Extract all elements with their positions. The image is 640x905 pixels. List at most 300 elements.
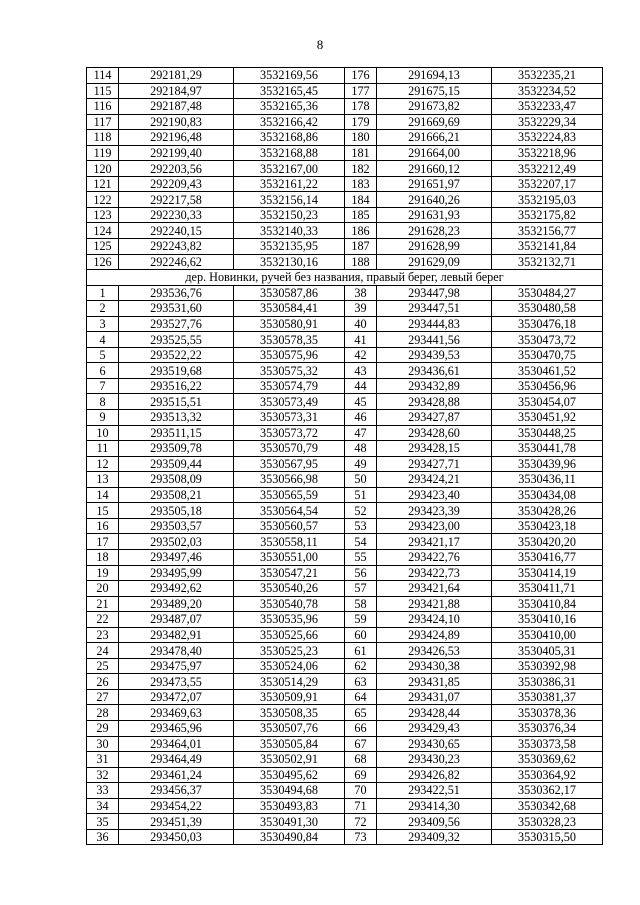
cell-point-number: 15 xyxy=(87,503,119,519)
table-row xyxy=(87,378,603,394)
cell-point-number: 45 xyxy=(345,394,377,410)
table-row xyxy=(87,705,603,721)
cell-point-number: 182 xyxy=(345,161,377,177)
cell-x-coordinate: 291694,13 xyxy=(377,68,492,84)
cell-point-number: 40 xyxy=(345,316,377,332)
cell-x-coordinate: 293497,46 xyxy=(119,549,234,565)
cell-point-number: 65 xyxy=(345,705,377,721)
cell-x-coordinate: 293422,76 xyxy=(377,549,492,565)
cell-x-coordinate: 293439,53 xyxy=(377,347,492,363)
cell-point-number: 176 xyxy=(345,68,377,84)
cell-point-number: 180 xyxy=(345,130,377,146)
cell-point-number: 117 xyxy=(87,114,119,130)
cell-point-number: 16 xyxy=(87,518,119,534)
cell-point-number: 32 xyxy=(87,767,119,783)
cell-y-coordinate: 3532140,33 xyxy=(234,223,345,239)
cell-y-coordinate: 3530551,00 xyxy=(234,549,345,565)
cell-x-coordinate: 291660,12 xyxy=(377,161,492,177)
cell-point-number: 10 xyxy=(87,425,119,441)
cell-x-coordinate: 293424,89 xyxy=(377,627,492,643)
table-row xyxy=(87,674,603,690)
cell-y-coordinate: 3530540,26 xyxy=(234,581,345,597)
cell-x-coordinate: 293492,62 xyxy=(119,581,234,597)
cell-y-coordinate: 3530451,92 xyxy=(492,410,603,426)
cell-y-coordinate: 3530514,29 xyxy=(234,674,345,690)
cell-point-number: 48 xyxy=(345,441,377,457)
cell-y-coordinate: 3530441,78 xyxy=(492,441,603,457)
cell-point-number: 184 xyxy=(345,192,377,208)
cell-x-coordinate: 291666,21 xyxy=(377,130,492,146)
table-row xyxy=(87,487,603,503)
cell-y-coordinate: 3532166,42 xyxy=(234,114,345,130)
cell-y-coordinate: 3532165,45 xyxy=(234,83,345,99)
cell-point-number: 13 xyxy=(87,472,119,488)
cell-x-coordinate: 293508,09 xyxy=(119,472,234,488)
cell-point-number: 7 xyxy=(87,378,119,394)
table-row xyxy=(87,239,603,255)
cell-y-coordinate: 3530573,31 xyxy=(234,410,345,426)
table-row xyxy=(87,565,603,581)
cell-y-coordinate: 3530378,36 xyxy=(492,705,603,721)
cell-x-coordinate: 293409,32 xyxy=(377,829,492,845)
cell-y-coordinate: 3530376,34 xyxy=(492,720,603,736)
cell-x-coordinate: 293421,64 xyxy=(377,581,492,597)
cell-y-coordinate: 3530564,54 xyxy=(234,503,345,519)
cell-point-number: 4 xyxy=(87,332,119,348)
cell-point-number: 72 xyxy=(345,814,377,830)
cell-y-coordinate: 3532229,34 xyxy=(492,114,603,130)
cell-y-coordinate: 3530505,84 xyxy=(234,736,345,752)
cell-point-number: 44 xyxy=(345,378,377,394)
cell-x-coordinate: 293473,55 xyxy=(119,674,234,690)
cell-point-number: 53 xyxy=(345,518,377,534)
cell-y-coordinate: 3530566,98 xyxy=(234,472,345,488)
cell-x-coordinate: 293461,24 xyxy=(119,767,234,783)
cell-y-coordinate: 3530364,92 xyxy=(492,767,603,783)
cell-point-number: 71 xyxy=(345,798,377,814)
cell-y-coordinate: 3532168,86 xyxy=(234,130,345,146)
cell-point-number: 34 xyxy=(87,798,119,814)
cell-y-coordinate: 3530495,62 xyxy=(234,767,345,783)
cell-x-coordinate: 293426,82 xyxy=(377,767,492,783)
cell-y-coordinate: 3530386,31 xyxy=(492,674,603,690)
cell-point-number: 122 xyxy=(87,192,119,208)
top-section-body xyxy=(87,68,603,270)
cell-point-number: 5 xyxy=(87,347,119,363)
cell-point-number: 63 xyxy=(345,674,377,690)
cell-point-number: 66 xyxy=(345,720,377,736)
cell-x-coordinate: 293478,40 xyxy=(119,643,234,659)
cell-x-coordinate: 293421,88 xyxy=(377,596,492,612)
cell-x-coordinate: 293451,39 xyxy=(119,814,234,830)
cell-x-coordinate: 293482,91 xyxy=(119,627,234,643)
cell-y-coordinate: 3532207,17 xyxy=(492,176,603,192)
cell-x-coordinate: 293427,87 xyxy=(377,410,492,426)
cell-x-coordinate: 292243,82 xyxy=(119,239,234,255)
cell-y-coordinate: 3530494,68 xyxy=(234,783,345,799)
cell-x-coordinate: 293511,15 xyxy=(119,425,234,441)
table-row xyxy=(87,394,603,410)
cell-point-number: 185 xyxy=(345,207,377,223)
table-row xyxy=(87,518,603,534)
cell-y-coordinate: 3530392,98 xyxy=(492,658,603,674)
section-header-row xyxy=(87,270,603,286)
table-row xyxy=(87,503,603,519)
cell-y-coordinate: 3530454,07 xyxy=(492,394,603,410)
cell-x-coordinate: 293441,56 xyxy=(377,332,492,348)
cell-y-coordinate: 3530369,62 xyxy=(492,752,603,768)
coordinates-table xyxy=(86,67,603,845)
cell-y-coordinate: 3530480,58 xyxy=(492,301,603,317)
cell-x-coordinate: 293472,07 xyxy=(119,689,234,705)
cell-x-coordinate: 293454,22 xyxy=(119,798,234,814)
cell-point-number: 35 xyxy=(87,814,119,830)
cell-x-coordinate: 293421,17 xyxy=(377,534,492,550)
cell-x-coordinate: 292184,97 xyxy=(119,83,234,99)
table-row xyxy=(87,145,603,161)
cell-y-coordinate: 3532212,49 xyxy=(492,161,603,177)
cell-point-number: 55 xyxy=(345,549,377,565)
cell-y-coordinate: 3530524,06 xyxy=(234,658,345,674)
cell-point-number: 188 xyxy=(345,254,377,270)
cell-point-number: 23 xyxy=(87,627,119,643)
table-row xyxy=(87,316,603,332)
table-row xyxy=(87,410,603,426)
cell-x-coordinate: 293430,38 xyxy=(377,658,492,674)
cell-point-number: 181 xyxy=(345,145,377,161)
cell-x-coordinate: 291640,26 xyxy=(377,192,492,208)
cell-x-coordinate: 293447,98 xyxy=(377,285,492,301)
table-row xyxy=(87,176,603,192)
cell-y-coordinate: 3532150,23 xyxy=(234,207,345,223)
cell-point-number: 125 xyxy=(87,239,119,255)
cell-y-coordinate: 3530491,30 xyxy=(234,814,345,830)
cell-point-number: 46 xyxy=(345,410,377,426)
cell-point-number: 62 xyxy=(345,658,377,674)
cell-point-number: 114 xyxy=(87,68,119,84)
cell-point-number: 19 xyxy=(87,565,119,581)
cell-y-coordinate: 3532156,14 xyxy=(234,192,345,208)
cell-y-coordinate: 3530584,41 xyxy=(234,301,345,317)
table-row xyxy=(87,581,603,597)
cell-x-coordinate: 293414,30 xyxy=(377,798,492,814)
cell-x-coordinate: 291669,69 xyxy=(377,114,492,130)
page-number: 8 xyxy=(316,37,324,52)
cell-y-coordinate: 3530410,16 xyxy=(492,612,603,628)
cell-y-coordinate: 3532234,52 xyxy=(492,83,603,99)
cell-y-coordinate: 3530580,91 xyxy=(234,316,345,332)
cell-x-coordinate: 293436,61 xyxy=(377,363,492,379)
cell-y-coordinate: 3530470,75 xyxy=(492,347,603,363)
cell-y-coordinate: 3530362,17 xyxy=(492,783,603,799)
cell-y-coordinate: 3532169,56 xyxy=(234,68,345,84)
table-row xyxy=(87,68,603,84)
cell-point-number: 42 xyxy=(345,347,377,363)
table-row xyxy=(87,223,603,239)
cell-x-coordinate: 292209,43 xyxy=(119,176,234,192)
table-row xyxy=(87,814,603,830)
table-row xyxy=(87,161,603,177)
table-row xyxy=(87,192,603,208)
cell-y-coordinate: 3530560,57 xyxy=(234,518,345,534)
cell-y-coordinate: 3530567,95 xyxy=(234,456,345,472)
table-row xyxy=(87,829,603,845)
cell-point-number: 1 xyxy=(87,285,119,301)
cell-point-number: 6 xyxy=(87,363,119,379)
cell-x-coordinate: 293428,88 xyxy=(377,394,492,410)
cell-y-coordinate: 3532161,22 xyxy=(234,176,345,192)
cell-point-number: 120 xyxy=(87,161,119,177)
table-row xyxy=(87,658,603,674)
cell-point-number: 47 xyxy=(345,425,377,441)
table-row xyxy=(87,736,603,752)
table-row xyxy=(87,285,603,301)
cell-point-number: 60 xyxy=(345,627,377,643)
cell-x-coordinate: 292246,62 xyxy=(119,254,234,270)
cell-x-coordinate: 292230,33 xyxy=(119,207,234,223)
table-row xyxy=(87,254,603,270)
table-row xyxy=(87,425,603,441)
cell-y-coordinate: 3530502,91 xyxy=(234,752,345,768)
cell-x-coordinate: 293444,83 xyxy=(377,316,492,332)
cell-point-number: 69 xyxy=(345,767,377,783)
cell-y-coordinate: 3530565,59 xyxy=(234,487,345,503)
table-row xyxy=(87,798,603,814)
cell-y-coordinate: 3532218,96 xyxy=(492,145,603,161)
table-row xyxy=(87,720,603,736)
cell-y-coordinate: 3530410,84 xyxy=(492,596,603,612)
cell-x-coordinate: 291629,09 xyxy=(377,254,492,270)
cell-x-coordinate: 293515,51 xyxy=(119,394,234,410)
cell-y-coordinate: 3530476,18 xyxy=(492,316,603,332)
table-row xyxy=(87,363,603,379)
cell-point-number: 29 xyxy=(87,720,119,736)
cell-y-coordinate: 3530381,37 xyxy=(492,689,603,705)
cell-y-coordinate: 3530493,83 xyxy=(234,798,345,814)
cell-y-coordinate: 3532195,03 xyxy=(492,192,603,208)
cell-y-coordinate: 3530436,11 xyxy=(492,472,603,488)
cell-point-number: 14 xyxy=(87,487,119,503)
cell-point-number: 43 xyxy=(345,363,377,379)
cell-point-number: 186 xyxy=(345,223,377,239)
cell-y-coordinate: 3530575,32 xyxy=(234,363,345,379)
cell-point-number: 17 xyxy=(87,534,119,550)
cell-y-coordinate: 3530484,27 xyxy=(492,285,603,301)
cell-point-number: 30 xyxy=(87,736,119,752)
cell-y-coordinate: 3530535,96 xyxy=(234,612,345,628)
cell-y-coordinate: 3530410,00 xyxy=(492,627,603,643)
cell-point-number: 28 xyxy=(87,705,119,721)
cell-point-number: 38 xyxy=(345,285,377,301)
table-row xyxy=(87,441,603,457)
cell-y-coordinate: 3530448,25 xyxy=(492,425,603,441)
cell-point-number: 115 xyxy=(87,83,119,99)
cell-y-coordinate: 3530434,08 xyxy=(492,487,603,503)
cell-point-number: 61 xyxy=(345,643,377,659)
cell-point-number: 68 xyxy=(345,752,377,768)
cell-x-coordinate: 293430,65 xyxy=(377,736,492,752)
cell-y-coordinate: 3532165,36 xyxy=(234,99,345,115)
cell-y-coordinate: 3530315,50 xyxy=(492,829,603,845)
cell-y-coordinate: 3530540,78 xyxy=(234,596,345,612)
cell-y-coordinate: 3530414,19 xyxy=(492,565,603,581)
cell-x-coordinate: 293469,63 xyxy=(119,705,234,721)
cell-point-number: 26 xyxy=(87,674,119,690)
cell-x-coordinate: 291664,00 xyxy=(377,145,492,161)
cell-y-coordinate: 3530525,66 xyxy=(234,627,345,643)
cell-x-coordinate: 291628,23 xyxy=(377,223,492,239)
cell-point-number: 67 xyxy=(345,736,377,752)
table-row xyxy=(87,99,603,115)
cell-x-coordinate: 292240,15 xyxy=(119,223,234,239)
cell-x-coordinate: 291675,15 xyxy=(377,83,492,99)
cell-x-coordinate: 291631,93 xyxy=(377,207,492,223)
cell-x-coordinate: 292187,48 xyxy=(119,99,234,115)
cell-y-coordinate: 3530558,11 xyxy=(234,534,345,550)
cell-point-number: 121 xyxy=(87,176,119,192)
cell-point-number: 3 xyxy=(87,316,119,332)
cell-x-coordinate: 293509,78 xyxy=(119,441,234,457)
cell-point-number: 24 xyxy=(87,643,119,659)
cell-x-coordinate: 291628,99 xyxy=(377,239,492,255)
table-row xyxy=(87,549,603,565)
cell-x-coordinate: 293519,68 xyxy=(119,363,234,379)
cell-point-number: 20 xyxy=(87,581,119,597)
cell-point-number: 33 xyxy=(87,783,119,799)
cell-point-number: 59 xyxy=(345,612,377,628)
cell-point-number: 18 xyxy=(87,549,119,565)
cell-point-number: 31 xyxy=(87,752,119,768)
cell-point-number: 49 xyxy=(345,456,377,472)
cell-x-coordinate: 292196,48 xyxy=(119,130,234,146)
table-row xyxy=(87,130,603,146)
table-row xyxy=(87,612,603,628)
cell-point-number: 27 xyxy=(87,689,119,705)
cell-point-number: 21 xyxy=(87,596,119,612)
cell-x-coordinate: 293502,03 xyxy=(119,534,234,550)
table-row xyxy=(87,534,603,550)
cell-point-number: 116 xyxy=(87,99,119,115)
cell-x-coordinate: 293503,57 xyxy=(119,518,234,534)
cell-x-coordinate: 292217,58 xyxy=(119,192,234,208)
cell-x-coordinate: 293527,76 xyxy=(119,316,234,332)
cell-y-coordinate: 3530423,18 xyxy=(492,518,603,534)
table-row xyxy=(87,783,603,799)
cell-y-coordinate: 3532224,83 xyxy=(492,130,603,146)
cell-point-number: 179 xyxy=(345,114,377,130)
section-header-body xyxy=(87,270,603,286)
cell-y-coordinate: 3530411,71 xyxy=(492,581,603,597)
cell-x-coordinate: 293432,89 xyxy=(377,378,492,394)
cell-x-coordinate: 292199,40 xyxy=(119,145,234,161)
cell-point-number: 9 xyxy=(87,410,119,426)
cell-point-number: 177 xyxy=(345,83,377,99)
cell-y-coordinate: 3530570,79 xyxy=(234,441,345,457)
cell-x-coordinate: 293428,15 xyxy=(377,441,492,457)
table-row xyxy=(87,347,603,363)
cell-x-coordinate: 293464,49 xyxy=(119,752,234,768)
cell-y-coordinate: 3530507,76 xyxy=(234,720,345,736)
cell-x-coordinate: 293423,39 xyxy=(377,503,492,519)
table-row xyxy=(87,596,603,612)
cell-point-number: 118 xyxy=(87,130,119,146)
cell-y-coordinate: 3532233,47 xyxy=(492,99,603,115)
cell-point-number: 57 xyxy=(345,581,377,597)
cell-y-coordinate: 3532132,71 xyxy=(492,254,603,270)
cell-point-number: 36 xyxy=(87,829,119,845)
cell-x-coordinate: 293431,07 xyxy=(377,689,492,705)
cell-y-coordinate: 3530405,31 xyxy=(492,643,603,659)
cell-y-coordinate: 3530373,58 xyxy=(492,736,603,752)
cell-point-number: 58 xyxy=(345,596,377,612)
cell-x-coordinate: 293475,97 xyxy=(119,658,234,674)
cell-x-coordinate: 293422,51 xyxy=(377,783,492,799)
cell-y-coordinate: 3530587,86 xyxy=(234,285,345,301)
cell-x-coordinate: 292203,56 xyxy=(119,161,234,177)
cell-x-coordinate: 293495,99 xyxy=(119,565,234,581)
cell-point-number: 11 xyxy=(87,441,119,457)
cell-point-number: 123 xyxy=(87,207,119,223)
cell-point-number: 51 xyxy=(345,487,377,503)
cell-y-coordinate: 3532167,00 xyxy=(234,161,345,177)
cell-x-coordinate: 293505,18 xyxy=(119,503,234,519)
cell-x-coordinate: 292190,83 xyxy=(119,114,234,130)
cell-point-number: 52 xyxy=(345,503,377,519)
cell-x-coordinate: 293428,44 xyxy=(377,705,492,721)
table-row xyxy=(87,752,603,768)
cell-point-number: 124 xyxy=(87,223,119,239)
cell-y-coordinate: 3530342,68 xyxy=(492,798,603,814)
cell-x-coordinate: 293508,21 xyxy=(119,487,234,503)
cell-point-number: 50 xyxy=(345,472,377,488)
cell-y-coordinate: 3530439,96 xyxy=(492,456,603,472)
cell-y-coordinate: 3530416,77 xyxy=(492,549,603,565)
cell-x-coordinate: 293489,20 xyxy=(119,596,234,612)
cell-x-coordinate: 293465,96 xyxy=(119,720,234,736)
cell-x-coordinate: 293428,60 xyxy=(377,425,492,441)
cell-x-coordinate: 293423,00 xyxy=(377,518,492,534)
cell-y-coordinate: 3530508,35 xyxy=(234,705,345,721)
cell-y-coordinate: 3530428,26 xyxy=(492,503,603,519)
cell-point-number: 41 xyxy=(345,332,377,348)
cell-point-number: 22 xyxy=(87,612,119,628)
table-row xyxy=(87,207,603,223)
cell-y-coordinate: 3532141,84 xyxy=(492,239,603,255)
cell-y-coordinate: 3530461,52 xyxy=(492,363,603,379)
bottom-section-body xyxy=(87,285,603,845)
cell-point-number: 64 xyxy=(345,689,377,705)
section-title: дер. Новинки, ручей без названия, правый берег, левый берег xyxy=(87,270,603,286)
table-row xyxy=(87,456,603,472)
cell-y-coordinate: 3530456,96 xyxy=(492,378,603,394)
cell-point-number: 183 xyxy=(345,176,377,192)
cell-point-number: 8 xyxy=(87,394,119,410)
cell-point-number: 178 xyxy=(345,99,377,115)
cell-x-coordinate: 293426,53 xyxy=(377,643,492,659)
cell-y-coordinate: 3532135,95 xyxy=(234,239,345,255)
cell-y-coordinate: 3532175,82 xyxy=(492,207,603,223)
cell-point-number: 2 xyxy=(87,301,119,317)
table-row xyxy=(87,472,603,488)
cell-x-coordinate: 293522,22 xyxy=(119,347,234,363)
table-row xyxy=(87,83,603,99)
cell-x-coordinate: 293430,23 xyxy=(377,752,492,768)
table-row xyxy=(87,627,603,643)
cell-x-coordinate: 293431,85 xyxy=(377,674,492,690)
cell-x-coordinate: 293516,22 xyxy=(119,378,234,394)
cell-y-coordinate: 3530573,72 xyxy=(234,425,345,441)
table-row xyxy=(87,767,603,783)
